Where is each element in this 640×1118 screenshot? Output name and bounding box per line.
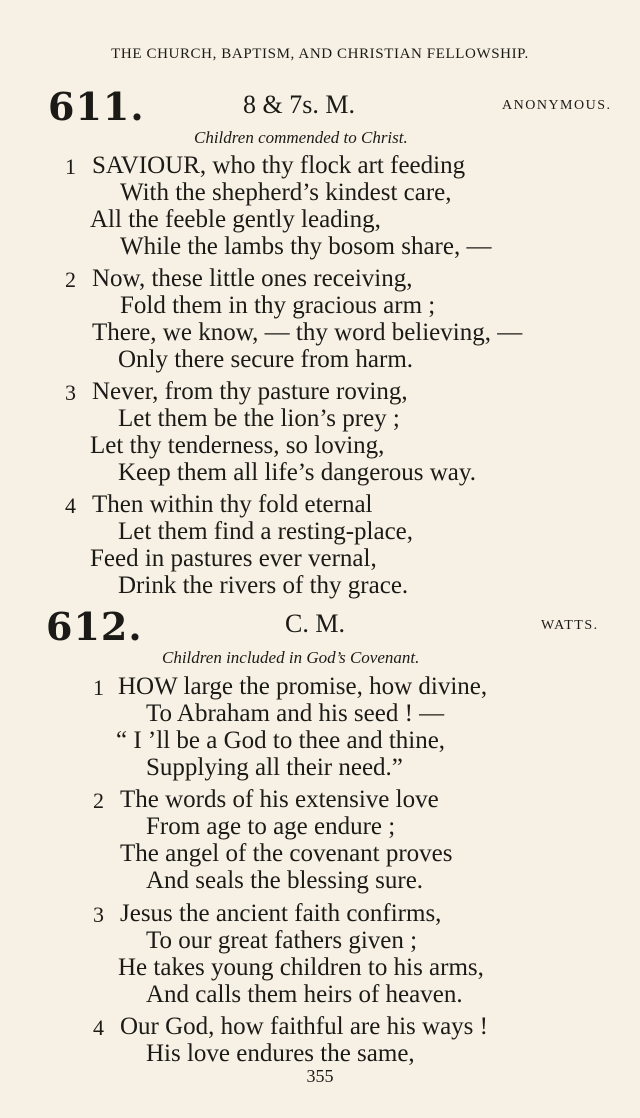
verse-line: To Abraham and his seed ! —	[146, 700, 445, 727]
page-number: 355	[306, 1066, 334, 1086]
verse-line: Then within thy fold eternal	[92, 491, 373, 518]
verse-line: Feed in pastures ever vernal,	[90, 545, 377, 572]
verse-line: Keep them all life’s dangerous way.	[118, 459, 476, 486]
verse-number: 4	[65, 493, 76, 518]
verse-line: And calls them heirs of heaven.	[146, 981, 463, 1008]
hymn-meter: C. M.	[285, 609, 345, 638]
verse-line: With the shepherd’s kindest care,	[120, 179, 452, 206]
verse-line: Supplying all their need.”	[146, 754, 403, 781]
verse-line: From age to age endure ;	[146, 813, 396, 840]
verse-line: His love endures the same,	[146, 1040, 415, 1067]
verse-line: And seals the blessing sure.	[146, 867, 424, 894]
verse-line: Drink the rivers of thy grace.	[118, 572, 409, 599]
verse-number: 2	[65, 267, 76, 292]
verse-line: All the feeble gently leading,	[90, 206, 381, 233]
verse-number: 4	[93, 1015, 104, 1040]
verse-line: Let them find a resting-place,	[118, 518, 414, 545]
verse-line: Only there secure from harm.	[118, 346, 414, 373]
verse-line: The words of his extensive love	[120, 786, 439, 813]
verse-line: Jesus the ancient faith confirms,	[120, 900, 442, 927]
verse-line: HOW large the promise, how divine,	[118, 673, 488, 700]
verse-line: To our great fathers given ;	[146, 927, 418, 954]
verse-line: SAVIOUR, who thy flock art feeding	[92, 152, 466, 179]
hymn-number: 611.	[48, 84, 145, 129]
verse-line: He takes young children to his arms,	[118, 954, 484, 981]
hymn-number: 612.	[46, 604, 143, 649]
verse-number: 1	[65, 154, 76, 179]
verse-number: 1	[93, 675, 104, 700]
hymn-author: WATTS.	[541, 618, 599, 633]
verse-line: There, we know, — thy word believing, —	[92, 319, 523, 346]
verse-line: Our God, how faithful are his ways !	[120, 1013, 488, 1040]
hymn-subtitle: Children commended to Christ.	[194, 128, 408, 147]
running-head: THE CHURCH, BAPTISM, AND CHRISTIAN FELLOWSHIP.	[111, 46, 529, 62]
verse-line: Now, these little ones receiving,	[92, 265, 413, 292]
verse-number: 3	[93, 902, 104, 927]
verse-line: “ I ’ll be a God to thee and thine,	[116, 727, 446, 754]
hymn-meter: 8 & 7s. M.	[243, 90, 355, 119]
hymn-author: ANONYMOUS.	[502, 98, 612, 113]
verse-line: Fold them in thy gracious arm ;	[120, 292, 436, 319]
hymn-subtitle: Children included in God’s Covenant.	[162, 648, 420, 667]
verse-line: While the lambs thy bosom share, —	[120, 233, 492, 260]
verse-number: 2	[93, 788, 104, 813]
verse-line: The angel of the covenant proves	[120, 840, 453, 867]
verse-line: Never, from thy pasture roving,	[92, 378, 408, 405]
verse-line: Let them be the lion’s prey ;	[118, 405, 400, 432]
verse-line: Let thy tenderness, so loving,	[90, 432, 385, 459]
verse-number: 3	[65, 380, 76, 405]
